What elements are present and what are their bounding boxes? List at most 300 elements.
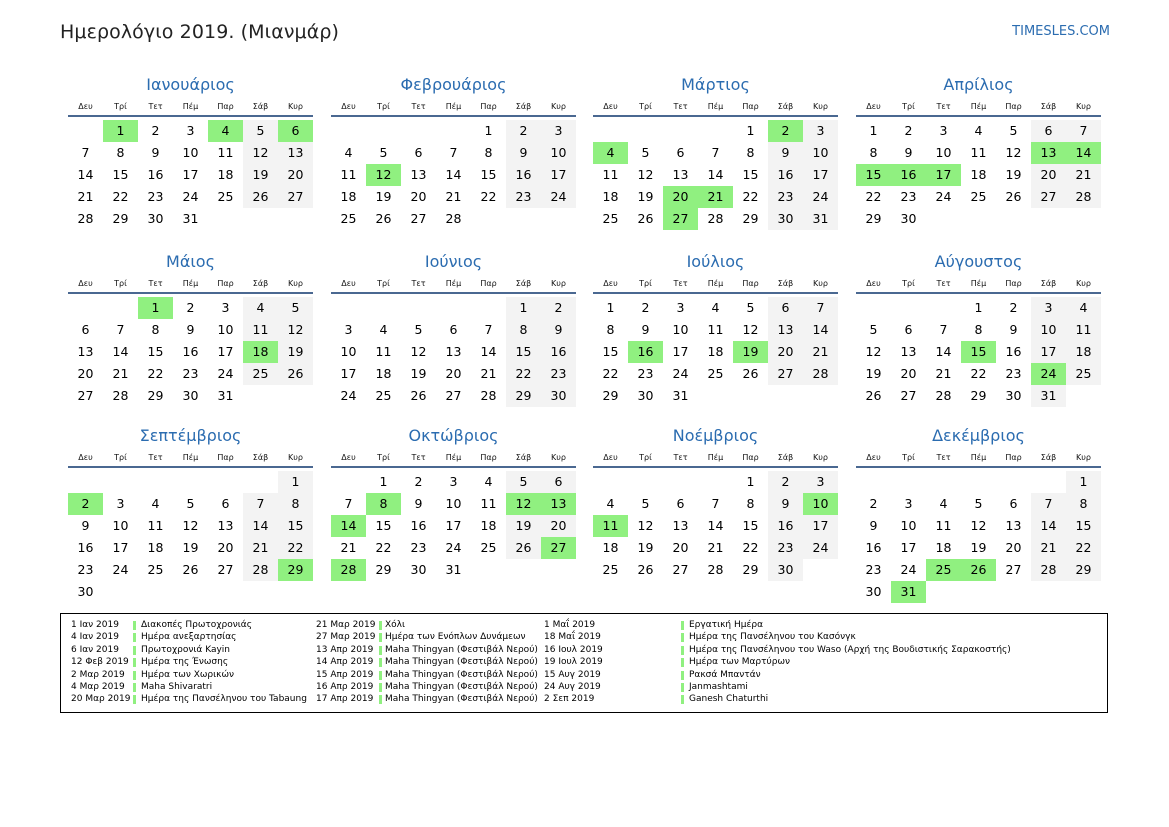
day-cell: 29 <box>970 388 987 403</box>
day-cell: 16 <box>506 164 541 186</box>
weekday-label: Παρ <box>480 453 497 462</box>
week-row <box>856 142 1101 164</box>
day-cell: 23 <box>1005 366 1022 381</box>
day-cell: 24 <box>340 388 357 403</box>
day-cell: 7 <box>1031 493 1066 515</box>
holiday-day: 13 <box>541 493 576 515</box>
weekday-label: Τρί <box>114 453 127 462</box>
day-cell: 16 <box>182 344 199 359</box>
day-cell: 31 <box>1031 385 1066 407</box>
legend-name: Maha Thingyan (Φεστιβάλ Νερού) <box>385 681 538 692</box>
day-cell: 27 <box>445 388 462 403</box>
legend-marker <box>379 621 382 630</box>
empty-cell <box>68 471 103 493</box>
weekday-label: Κυρ <box>288 453 303 462</box>
weekday-label: Τρί <box>377 102 390 111</box>
empty-cell <box>331 297 366 319</box>
empty-cell <box>803 385 838 407</box>
week-row <box>856 341 1101 363</box>
week-row <box>331 559 576 581</box>
day-cell: 9 <box>541 319 576 341</box>
day-cell: 21 <box>803 341 838 363</box>
day-cell: 23 <box>768 537 803 559</box>
empty-cell <box>891 297 926 319</box>
legend-name: Maha Thingyan (Φεστιβάλ Νερού) <box>385 644 538 655</box>
empty-cell <box>1031 208 1066 230</box>
legend-name: Ημέρα των Μαρτύρων <box>689 657 791 668</box>
day-cell: 27 <box>768 363 803 385</box>
day-cell: 22 <box>506 363 541 385</box>
empty-cell <box>926 581 961 603</box>
weekday-label: Κυρ <box>1076 453 1091 462</box>
legend-name: Ημέρα της Πανσέληνου του Tabaung <box>141 694 307 705</box>
week-row <box>593 341 838 363</box>
empty-cell <box>1066 581 1101 603</box>
legend-name: Maha Shivaratri <box>141 681 213 692</box>
day-cell: 1 <box>869 123 878 138</box>
day-cell: 20 <box>1005 540 1022 555</box>
day-cell: 11 <box>147 518 164 533</box>
day-cell: 7 <box>711 145 720 160</box>
weekday-label: Πέμ <box>182 453 199 462</box>
day-cell: 27 <box>1031 186 1066 208</box>
weekday-label: Τρί <box>639 102 652 111</box>
weekday-label: Πέμ <box>707 279 724 288</box>
day-cell: 31 <box>217 388 234 403</box>
day-cell: 19 <box>637 189 654 204</box>
day-cell: 20 <box>768 341 803 363</box>
week-row <box>68 493 313 515</box>
day-cell: 5 <box>379 145 388 160</box>
weekday-label: Σάβ <box>515 102 532 111</box>
legend-marker <box>681 671 684 680</box>
holiday-day: 14 <box>1066 142 1101 164</box>
week-row <box>856 186 1101 208</box>
weekday-label: Δευ <box>866 279 881 288</box>
day-cell: 20 <box>900 366 917 381</box>
weekday-label: Πέμ <box>970 453 987 462</box>
week-row <box>68 120 313 142</box>
day-cell: 1 <box>746 474 755 489</box>
day-cell: 13 <box>672 518 689 533</box>
day-cell: 9 <box>869 518 878 533</box>
holiday-day: 2 <box>68 493 103 515</box>
day-cell: 12 <box>970 518 987 533</box>
empty-cell <box>173 581 208 603</box>
empty-cell <box>628 471 663 493</box>
weeks <box>593 471 838 581</box>
legend-name: Χόλι <box>385 620 406 630</box>
weekday-label: Κυρ <box>551 279 566 288</box>
empty-cell <box>1066 385 1101 407</box>
weekday-header <box>593 449 838 468</box>
day-cell: 6 <box>676 496 685 511</box>
weekday-label: Τετ <box>673 453 688 462</box>
day-cell: 26 <box>182 562 199 577</box>
empty-cell <box>996 581 1031 603</box>
day-cell: 11 <box>1066 319 1101 341</box>
day-cell: 12 <box>243 142 278 164</box>
day-cell: 28 <box>1066 186 1101 208</box>
day-cell: 16 <box>147 167 164 182</box>
weekday-header <box>331 98 576 117</box>
day-cell: 15 <box>278 515 313 537</box>
day-cell: 21 <box>77 189 94 204</box>
site-link[interactable]: TIMESLES.COM <box>1012 24 1110 39</box>
day-cell: 25 <box>147 562 164 577</box>
day-cell: 6 <box>768 297 803 319</box>
day-cell: 14 <box>243 515 278 537</box>
day-cell: 4 <box>243 297 278 319</box>
weekday-label: Τετ <box>411 279 426 288</box>
day-cell: 2 <box>506 120 541 142</box>
day-cell: 20 <box>445 366 462 381</box>
day-cell: 29 <box>147 388 164 403</box>
empty-cell <box>663 120 698 142</box>
holiday-day: 21 <box>698 186 733 208</box>
day-cell: 15 <box>112 167 129 182</box>
week-row <box>593 319 838 341</box>
weeks <box>856 297 1101 407</box>
empty-cell <box>278 581 313 603</box>
empty-cell <box>628 120 663 142</box>
day-cell: 29 <box>742 211 759 226</box>
day-cell: 23 <box>77 562 94 577</box>
day-cell: 8 <box>151 322 160 337</box>
holiday-day: 17 <box>926 164 961 186</box>
month-calendar <box>68 252 313 407</box>
legend-date: 27 Μαρ 2019 <box>316 632 376 643</box>
day-cell: 28 <box>707 211 724 226</box>
weekday-label: Κυρ <box>813 102 828 111</box>
day-cell: 9 <box>768 493 803 515</box>
week-row <box>331 120 576 142</box>
day-cell: 19 <box>970 540 987 555</box>
holiday-day: 31 <box>891 581 926 603</box>
weekday-label: Τρί <box>639 279 652 288</box>
day-cell: 5 <box>641 145 650 160</box>
legend-date: 17 Απρ 2019 <box>316 694 374 705</box>
weekday-label: Τετ <box>673 279 688 288</box>
day-cell: 16 <box>77 540 94 555</box>
day-cell: 3 <box>449 474 458 489</box>
day-cell: 8 <box>746 145 755 160</box>
weekday-label: Σάβ <box>515 279 532 288</box>
day-cell: 10 <box>445 496 462 511</box>
day-cell: 14 <box>935 344 952 359</box>
day-cell: 27 <box>672 562 689 577</box>
day-cell: 15 <box>742 167 759 182</box>
day-cell: 4 <box>151 496 160 511</box>
holiday-day: 4 <box>593 142 628 164</box>
empty-cell <box>506 208 541 230</box>
day-cell: 2 <box>151 123 160 138</box>
day-cell: 21 <box>340 540 357 555</box>
weekday-label: Κυρ <box>288 279 303 288</box>
day-cell: 19 <box>1005 167 1022 182</box>
day-cell: 6 <box>414 145 423 160</box>
empty-cell <box>1066 208 1101 230</box>
week-row <box>593 297 838 319</box>
day-cell: 16 <box>1005 344 1022 359</box>
holiday-day: 15 <box>961 341 996 363</box>
empty-cell <box>961 208 996 230</box>
week-row <box>856 581 1101 603</box>
day-cell: 18 <box>480 518 497 533</box>
day-cell: 19 <box>243 164 278 186</box>
day-cell: 12 <box>637 518 654 533</box>
weekday-label: Τρί <box>114 279 127 288</box>
day-cell: 16 <box>541 341 576 363</box>
day-cell: 3 <box>803 120 838 142</box>
holiday-day: 6 <box>278 120 313 142</box>
empty-cell <box>331 471 366 493</box>
day-cell: 9 <box>81 518 90 533</box>
empty-cell <box>243 471 278 493</box>
weekday-label: Πέμ <box>445 102 462 111</box>
day-cell: 10 <box>541 142 576 164</box>
day-cell: 31 <box>672 388 689 403</box>
day-cell: 9 <box>506 142 541 164</box>
day-cell: 23 <box>147 189 164 204</box>
holiday-day: 18 <box>243 341 278 363</box>
day-cell: 29 <box>506 385 541 407</box>
day-cell: 9 <box>414 496 423 511</box>
day-cell: 8 <box>278 493 313 515</box>
holiday-day: 15 <box>856 164 891 186</box>
weekday-label: Σάβ <box>252 453 269 462</box>
day-cell: 30 <box>768 559 803 581</box>
day-cell: 22 <box>375 540 392 555</box>
day-cell: 27 <box>1005 562 1022 577</box>
weekday-label: Τρί <box>377 279 390 288</box>
day-cell: 10 <box>672 322 689 337</box>
day-cell: 28 <box>445 211 462 226</box>
weekday-label: Σάβ <box>1040 102 1057 111</box>
day-cell: 20 <box>672 540 689 555</box>
empty-cell <box>471 559 506 581</box>
day-cell: 20 <box>410 189 427 204</box>
empty-cell <box>471 297 506 319</box>
empty-cell <box>856 471 891 493</box>
day-cell: 3 <box>676 300 685 315</box>
legend-marker <box>133 621 136 630</box>
day-cell: 5 <box>1009 123 1018 138</box>
day-cell: 10 <box>900 518 917 533</box>
legend-name: Janmashtami <box>689 681 748 692</box>
empty-cell <box>243 581 278 603</box>
day-cell: 24 <box>217 366 234 381</box>
day-cell: 2 <box>641 300 650 315</box>
day-cell: 25 <box>480 540 497 555</box>
legend-marker <box>379 658 382 667</box>
empty-cell <box>278 385 313 407</box>
day-cell: 10 <box>340 344 357 359</box>
day-cell: 24 <box>900 562 917 577</box>
day-cell: 30 <box>410 562 427 577</box>
day-cell: 25 <box>1066 363 1101 385</box>
day-cell: 8 <box>506 319 541 341</box>
day-cell: 6 <box>221 496 230 511</box>
empty-cell <box>138 471 173 493</box>
legend-marker <box>133 658 136 667</box>
day-cell: 18 <box>375 366 392 381</box>
day-cell: 12 <box>278 319 313 341</box>
day-cell: 19 <box>182 540 199 555</box>
day-cell: 22 <box>970 366 987 381</box>
weekday-label: Τετ <box>411 102 426 111</box>
day-cell: 3 <box>1031 297 1066 319</box>
weekday-label: Τρί <box>902 279 915 288</box>
week-row <box>68 385 313 407</box>
day-cell: 2 <box>414 474 423 489</box>
weekday-label: Τρί <box>114 102 127 111</box>
weeks <box>331 471 576 581</box>
week-row <box>856 120 1101 142</box>
day-cell: 23 <box>182 366 199 381</box>
empty-cell <box>173 471 208 493</box>
legend-marker <box>379 646 382 655</box>
week-row <box>593 120 838 142</box>
empty-cell <box>856 297 891 319</box>
day-cell: 14 <box>445 167 462 182</box>
weekday-label: Τετ <box>673 102 688 111</box>
empty-cell <box>208 208 243 230</box>
day-cell: 22 <box>865 189 882 204</box>
weekday-label: Παρ <box>217 453 234 462</box>
empty-cell <box>208 471 243 493</box>
day-cell: 22 <box>112 189 129 204</box>
day-cell: 20 <box>1031 164 1066 186</box>
legend-marker <box>681 695 684 704</box>
day-cell: 28 <box>935 388 952 403</box>
week-row <box>331 341 576 363</box>
weekday-label: Κυρ <box>813 453 828 462</box>
legend-date: 4 Ιαν 2019 <box>71 632 119 643</box>
day-cell: 8 <box>974 322 983 337</box>
week-row <box>856 363 1101 385</box>
legend-date: 20 Μαρ 2019 <box>71 694 131 705</box>
weekday-label: Παρ <box>480 102 497 111</box>
day-cell: 13 <box>278 142 313 164</box>
holiday-day: 4 <box>208 120 243 142</box>
day-cell: 5 <box>506 471 541 493</box>
weekday-label: Κυρ <box>551 453 566 462</box>
day-cell: 6 <box>904 322 913 337</box>
day-cell: 6 <box>1009 496 1018 511</box>
week-row <box>331 297 576 319</box>
weekday-label: Σάβ <box>777 453 794 462</box>
day-cell: 7 <box>711 496 720 511</box>
day-cell: 24 <box>803 537 838 559</box>
legend-marker <box>133 695 136 704</box>
week-row <box>331 537 576 559</box>
month-calendar <box>331 75 576 230</box>
month-name: Νοέμβριος <box>672 426 759 445</box>
day-cell: 8 <box>606 322 615 337</box>
day-cell: 2 <box>541 297 576 319</box>
weekday-label: Δευ <box>341 279 356 288</box>
day-cell: 18 <box>217 167 234 182</box>
month-name: Ιανουάριος <box>146 75 235 94</box>
empty-cell <box>891 471 926 493</box>
empty-cell <box>926 471 961 493</box>
weekday-label: Παρ <box>217 279 234 288</box>
day-cell: 22 <box>602 366 619 381</box>
week-row <box>331 142 576 164</box>
day-cell: 11 <box>340 167 357 182</box>
day-cell: 30 <box>77 584 94 599</box>
legend-date: 15 Αυγ 2019 <box>544 669 601 680</box>
day-cell: 26 <box>243 186 278 208</box>
week-row <box>856 385 1101 407</box>
week-row <box>68 319 313 341</box>
empty-cell <box>926 208 961 230</box>
holiday-day: 8 <box>366 493 401 515</box>
day-cell: 10 <box>112 518 129 533</box>
weekday-label: Τρί <box>377 453 390 462</box>
day-cell: 16 <box>865 540 882 555</box>
day-cell: 1 <box>278 471 313 493</box>
weekday-header <box>856 449 1101 468</box>
weeks <box>68 120 313 230</box>
week-row <box>593 537 838 559</box>
day-cell: 13 <box>1005 518 1022 533</box>
day-cell: 12 <box>865 344 882 359</box>
day-cell: 23 <box>768 186 803 208</box>
week-row <box>68 471 313 493</box>
legend-marker <box>379 633 382 642</box>
month-name: Φεβρουάριος <box>400 75 507 94</box>
holiday-day: 20 <box>663 186 698 208</box>
week-row <box>68 297 313 319</box>
day-cell: 11 <box>707 322 724 337</box>
day-cell: 29 <box>865 211 882 226</box>
day-cell: 28 <box>1031 559 1066 581</box>
legend-name: Maha Thingyan (Φεστιβάλ Νερού) <box>385 694 538 705</box>
day-cell: 14 <box>480 344 497 359</box>
empty-cell <box>103 297 138 319</box>
day-cell: 30 <box>637 388 654 403</box>
day-cell: 4 <box>379 322 388 337</box>
day-cell: 8 <box>746 496 755 511</box>
day-cell: 13 <box>900 344 917 359</box>
empty-cell <box>698 471 733 493</box>
day-cell: 25 <box>602 562 619 577</box>
weeks <box>856 471 1101 603</box>
week-row <box>856 208 1101 230</box>
weekday-label: Κυρ <box>1076 279 1091 288</box>
day-cell: 23 <box>541 363 576 385</box>
week-row <box>593 471 838 493</box>
day-cell: 29 <box>112 211 129 226</box>
weekday-label: Κυρ <box>288 102 303 111</box>
empty-cell <box>733 385 768 407</box>
week-row <box>331 385 576 407</box>
weekday-label: Σάβ <box>252 102 269 111</box>
legend-date: 16 Απρ 2019 <box>316 681 374 692</box>
day-cell: 28 <box>77 211 94 226</box>
week-row <box>68 515 313 537</box>
month-name: Οκτώβριος <box>408 426 499 445</box>
day-cell: 19 <box>865 366 882 381</box>
weekday-label: Τετ <box>936 102 951 111</box>
month-calendar <box>593 252 838 407</box>
day-cell: 21 <box>1031 537 1066 559</box>
day-cell: 31 <box>182 211 199 226</box>
day-cell: 23 <box>900 189 917 204</box>
weekday-label: Τετ <box>936 453 951 462</box>
